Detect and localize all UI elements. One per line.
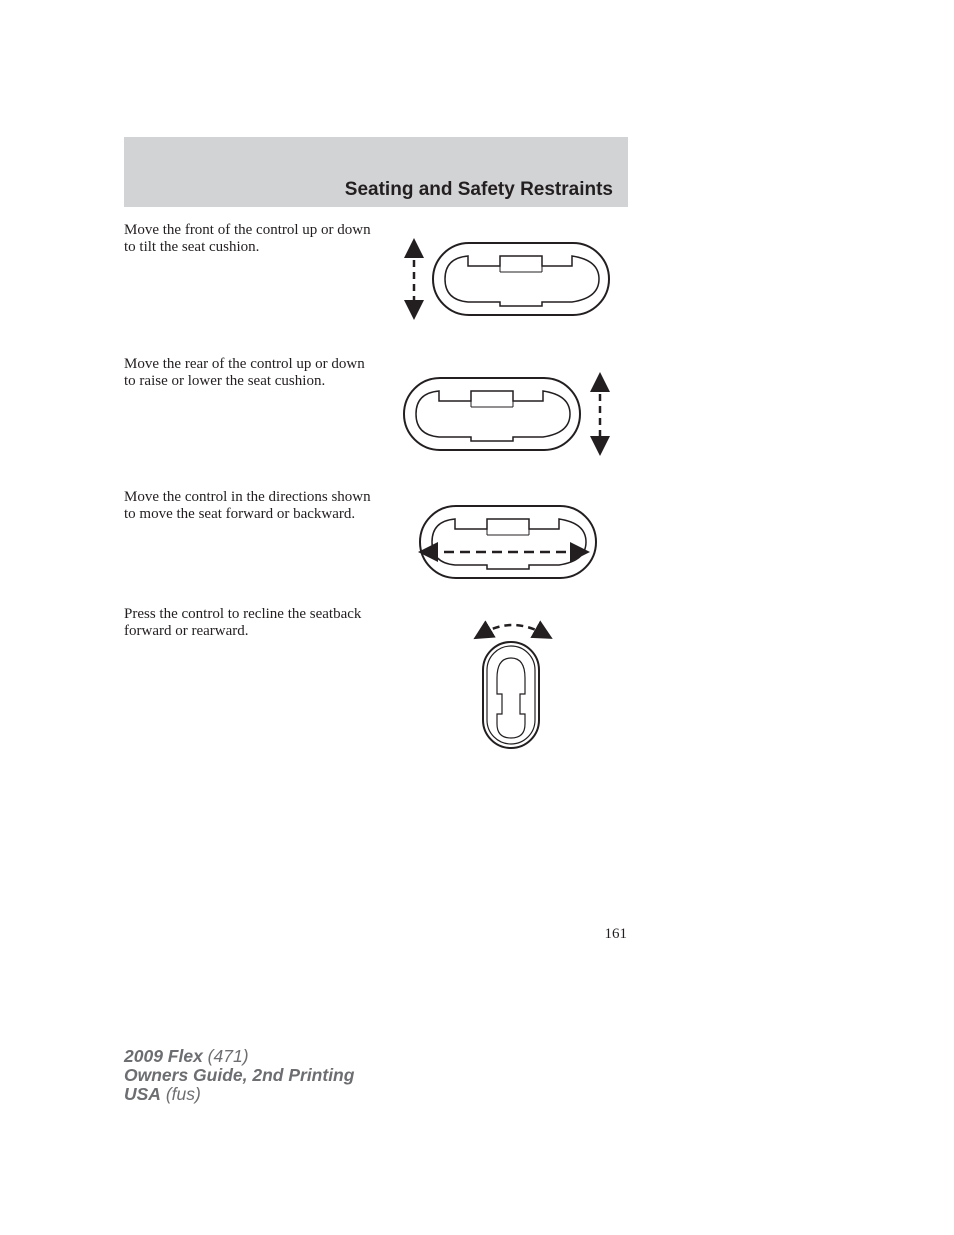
footer-publication-info — [124, 1047, 354, 1104]
instruction-recline: Press the control to recline the seatback forward or rearward. — [124, 606, 362, 639]
page-number: 161 — [604, 926, 627, 942]
seat-height-control-icon — [400, 372, 620, 456]
footer-model: 2009 Flex — [124, 1046, 203, 1066]
footer-line-model — [124, 1047, 354, 1066]
seat-fore-aft-control-icon — [416, 502, 606, 584]
seatback-recline-control-icon — [470, 616, 556, 752]
section-title: Seating and Safety Restraints — [344, 179, 613, 200]
instruction-raise-cushion: Move the rear of the control up or down to raise or lower the seat cushion. — [124, 356, 365, 389]
footer-market: USA — [124, 1084, 161, 1104]
footer-line-market — [124, 1085, 354, 1104]
footer-market-code: (fus) — [160, 1084, 201, 1104]
footer-model-code: (471) — [202, 1046, 249, 1066]
instruction-tilt-cushion: Move the front of the control up or down to tilt the seat cushion. — [124, 222, 371, 255]
seat-cushion-tilt-control-icon — [400, 238, 620, 320]
instruction-fore-aft: Move the control in the directions shown to move the seat forward or backward. — [124, 489, 371, 522]
footer-line-guide: Owners Guide, 2nd Printing — [124, 1065, 355, 1085]
header-band — [124, 137, 628, 207]
